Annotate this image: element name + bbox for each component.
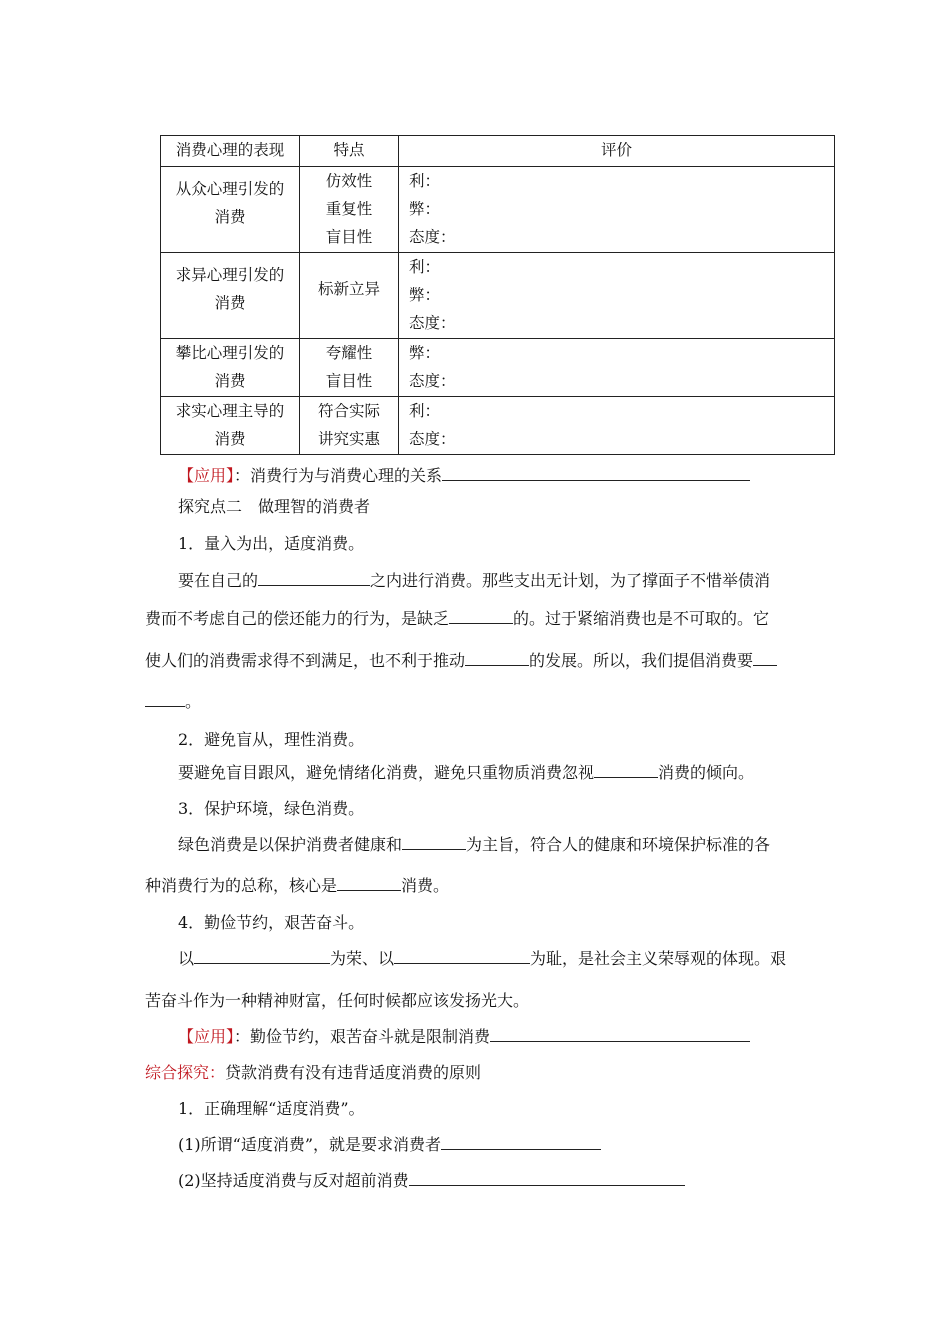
paragraph-text: 消费。: [401, 876, 450, 895]
application-tag: 【应用】: [178, 1027, 235, 1046]
answer-blank[interactable]: [409, 1171, 685, 1186]
paragraph-text: 为荣、以: [330, 949, 395, 968]
paragraph-text: 以: [178, 949, 195, 968]
table-header-row: [161, 136, 835, 167]
cell-text: 态度：: [409, 430, 456, 448]
table-row: [161, 253, 835, 339]
cell-text: 弊：: [409, 286, 441, 304]
psychology-type-cell: [161, 253, 300, 339]
answer-blank[interactable]: [594, 763, 658, 778]
psychology-type-cell: [161, 397, 300, 455]
paragraph-text: 绿色消费是以保护消费者健康和: [178, 835, 403, 854]
cell-text: 从众心理引发的: [175, 180, 285, 198]
cell-text: 利：: [409, 258, 441, 276]
cell-text: 符合实际: [317, 402, 380, 420]
cell-text: 消费: [214, 208, 246, 226]
application-text: ：勤俭节约，艰苦奋斗就是限制消费: [234, 1027, 491, 1046]
paragraph-text: (2)坚持适度消费与反对超前消费: [178, 1171, 409, 1190]
cell-text: 消费: [214, 372, 246, 390]
evaluation-cell: [399, 167, 835, 253]
answer-blank[interactable]: [394, 949, 530, 964]
paragraph-text: 费而不考虑自己的偿还能力的行为，是缺乏: [145, 609, 450, 628]
paragraph-line: [178, 762, 810, 784]
paragraph-line: [178, 948, 810, 970]
evaluation-cell: [399, 339, 835, 397]
paragraph-text: (1)所谓“适度消费”，就是要求消费者: [178, 1135, 442, 1154]
application-line-1: [178, 465, 798, 487]
paragraph-text: 之内进行消费。那些支出无计划，为了撑面子不惜举债消: [370, 571, 771, 590]
item-title: 1．量入为出，适度消费。: [178, 534, 365, 553]
header-cell: 评价: [399, 136, 835, 167]
answer-blank[interactable]: [337, 876, 401, 891]
cell-text: 弊：: [409, 344, 441, 362]
answer-blank[interactable]: [194, 949, 330, 964]
cell-text: 态度：: [409, 314, 456, 332]
cell-text: 攀比心理引发的: [175, 344, 285, 362]
cell-text: 讲究实惠: [317, 430, 380, 448]
paragraph-text: 为耻，是社会主义荣辱观的体现。艰: [530, 949, 787, 968]
paragraph-line: 苦奋斗作为一种精神财富，任何时候都应该发扬光大。: [145, 991, 530, 1010]
paragraph-line: [178, 1134, 798, 1156]
answer-blank[interactable]: [145, 692, 185, 707]
paragraph-text: 要在自己的: [178, 571, 259, 590]
section-title: 探究点二 做理智的消费者: [178, 497, 371, 516]
item-title: 1．正确理解“适度消费”。: [178, 1099, 365, 1118]
psychology-type-cell: [161, 339, 300, 397]
paragraph-text: 为主旨，符合人的健康和环境保护标准的各: [466, 835, 771, 854]
cell-text: 求实心理主导的: [175, 402, 285, 420]
paragraph-text: 的。过于紧缩消费也是不可取的。它: [513, 609, 770, 628]
cell-text: 消费: [214, 430, 246, 448]
paragraph-text: 的发展。所以，我们提倡消费要: [529, 651, 754, 670]
cell-text: 弊：: [409, 200, 441, 218]
cell-text: 利：: [409, 402, 441, 420]
answer-blank[interactable]: [490, 1027, 750, 1042]
cell-text: 利：: [409, 172, 441, 190]
item-title: 3．保护环境，绿色消费。: [178, 799, 365, 818]
application-text: ：消费行为与消费心理的关系: [234, 466, 443, 485]
answer-blank[interactable]: [753, 651, 777, 666]
paragraph-line: [145, 650, 810, 672]
paragraph-text: 使人们的消费需求得不到满足，也不利于推动: [145, 651, 466, 670]
paragraph-line: [178, 570, 810, 592]
traits-cell: [300, 339, 399, 397]
paragraph-text: 要避免盲目跟风，避免情绪化消费，避免只重物质消费忽视: [178, 763, 595, 782]
cell-text: 盲目性: [325, 372, 373, 390]
cell-text: 仿效性: [325, 172, 373, 190]
answer-blank[interactable]: [402, 835, 466, 850]
synthesis-heading: [145, 1062, 810, 1084]
traits-cell: [300, 167, 399, 253]
evaluation-cell: [399, 397, 835, 455]
cell-text: 标新立异: [317, 280, 380, 298]
synthesis-tag: 综合探究：: [145, 1063, 226, 1082]
traits-cell: [300, 397, 399, 455]
table-row: [161, 397, 835, 455]
application-tag: 【应用】: [178, 466, 235, 485]
answer-blank[interactable]: [449, 609, 513, 624]
table-row: [161, 339, 835, 397]
cell-text: 态度：: [409, 228, 456, 246]
evaluation-cell: [399, 253, 835, 339]
paragraph-line: [145, 875, 810, 897]
consumer-psychology-table: [160, 135, 835, 455]
paragraph-line: [178, 834, 810, 856]
application-line-2: [178, 1026, 798, 1048]
answer-blank[interactable]: [441, 1135, 601, 1150]
traits-cell: [300, 253, 399, 339]
cell-text: 态度：: [409, 372, 456, 390]
paragraph-line: [145, 608, 810, 630]
paragraph-line: [145, 691, 810, 713]
header-cell: 特点: [300, 136, 399, 167]
psychology-type-cell: [161, 167, 300, 253]
cell-text: 求异心理引发的: [175, 266, 285, 284]
table-row: [161, 167, 835, 253]
paragraph-text: 消费的倾向。: [658, 763, 755, 782]
cell-text: 重复性: [325, 200, 373, 218]
item-title: 2．避免盲从，理性消费。: [178, 730, 365, 749]
item-title: 4．勤俭节约，艰苦奋斗。: [178, 913, 365, 932]
cell-text: 夸耀性: [325, 344, 373, 362]
cell-text: 消费: [214, 294, 246, 312]
header-cell: 消费心理的表现: [161, 136, 300, 167]
paragraph-text: 种消费行为的总称，核心是: [145, 876, 338, 895]
synthesis-text: 贷款消费有没有违背适度消费的原则: [225, 1063, 482, 1082]
paragraph-text: 。: [185, 692, 202, 711]
cell-text: 盲目性: [325, 228, 373, 246]
paragraph-line: [178, 1170, 798, 1192]
answer-blank[interactable]: [442, 466, 750, 481]
answer-blank[interactable]: [465, 651, 529, 666]
answer-blank[interactable]: [258, 571, 370, 586]
